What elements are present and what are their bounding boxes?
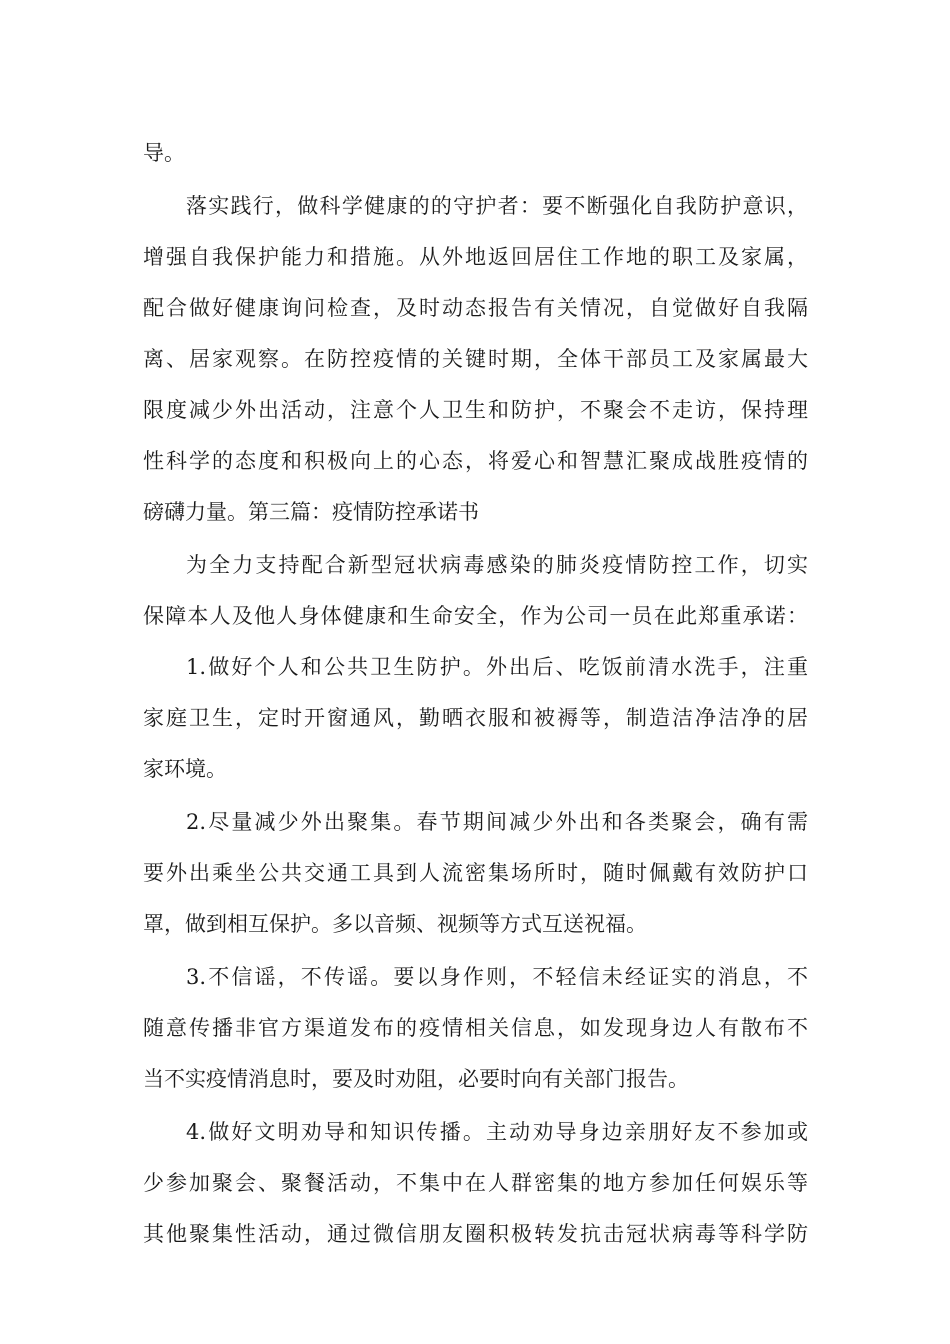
text-line: 落实践行，做科学健康的的守护者：要不断强化自我防护意识， — [186, 194, 808, 219]
document-body — [143, 128, 808, 1260]
text-line: 导。 — [143, 141, 185, 165]
text-line: 要外出乘坐公共交通工具到人流密集场所时，随时佩戴有效防护口 — [143, 860, 808, 885]
text-line: 离、居家观察。在防控疫情的关键时期，全体干部员工及家属最大 — [143, 347, 808, 372]
text-line: 家环境。 — [143, 756, 227, 781]
text-line: 2.尽量减少外出聚集。春节期间减少外出和各类聚会，确有需 — [186, 810, 808, 835]
text-line: 当不实疫情消息时，要及时劝阻，必要时向有关部门报告。 — [143, 1067, 689, 1092]
text-line: 家庭卫生，定时开窗通风，勤晒衣服和被褥等，制造洁净洁净的居 — [143, 705, 808, 730]
text-line: 随意传播非官方渠道发布的疫情相关信息，如发现身边人有散布不 — [143, 1016, 808, 1041]
text-line: 3.不信谣，不传谣。要以身作则，不轻信未经证实的消息，不 — [186, 965, 808, 990]
text-line: 磅礴力量。第三篇：疫情防控承诺书 — [143, 499, 479, 524]
text-line: 增强自我保护能力和措施。从外地返回居住工作地的职工及家属， — [143, 245, 808, 270]
text-line: 性科学的态度和积极向上的心态，将爱心和智慧汇聚成战胜疫情的 — [143, 448, 808, 473]
text-line: 限度减少外出活动，注意个人卫生和防护，不聚会不走访，保持理 — [143, 397, 808, 422]
text-line: 1.做好个人和公共卫生防护。外出后、吃饭前清水洗手，注重 — [186, 654, 808, 679]
text-line: 少参加聚会、聚餐活动，不集中在人群密集的地方参加任何娱乐等 — [143, 1171, 808, 1196]
text-line: 配合做好健康询问检查，及时动态报告有关情况，自觉做好自我隔 — [143, 296, 808, 321]
text-line: 为全力支持配合新型冠状病毒感染的肺炎疫情防控工作，切实 — [186, 553, 808, 578]
text-line: 保障本人及他人身体健康和生命安全，作为公司一员在此郑重承诺： — [143, 604, 808, 629]
text-line: 其他聚集性活动，通过微信朋友圈积极转发抗击冠状病毒等科学防 — [143, 1222, 808, 1247]
text-line: 4.做好文明劝导和知识传播。主动劝导身边亲朋好友不参加或 — [186, 1120, 808, 1145]
text-line: 罩，做到相互保护。多以音频、视频等方式互送祝福。 — [143, 911, 647, 936]
